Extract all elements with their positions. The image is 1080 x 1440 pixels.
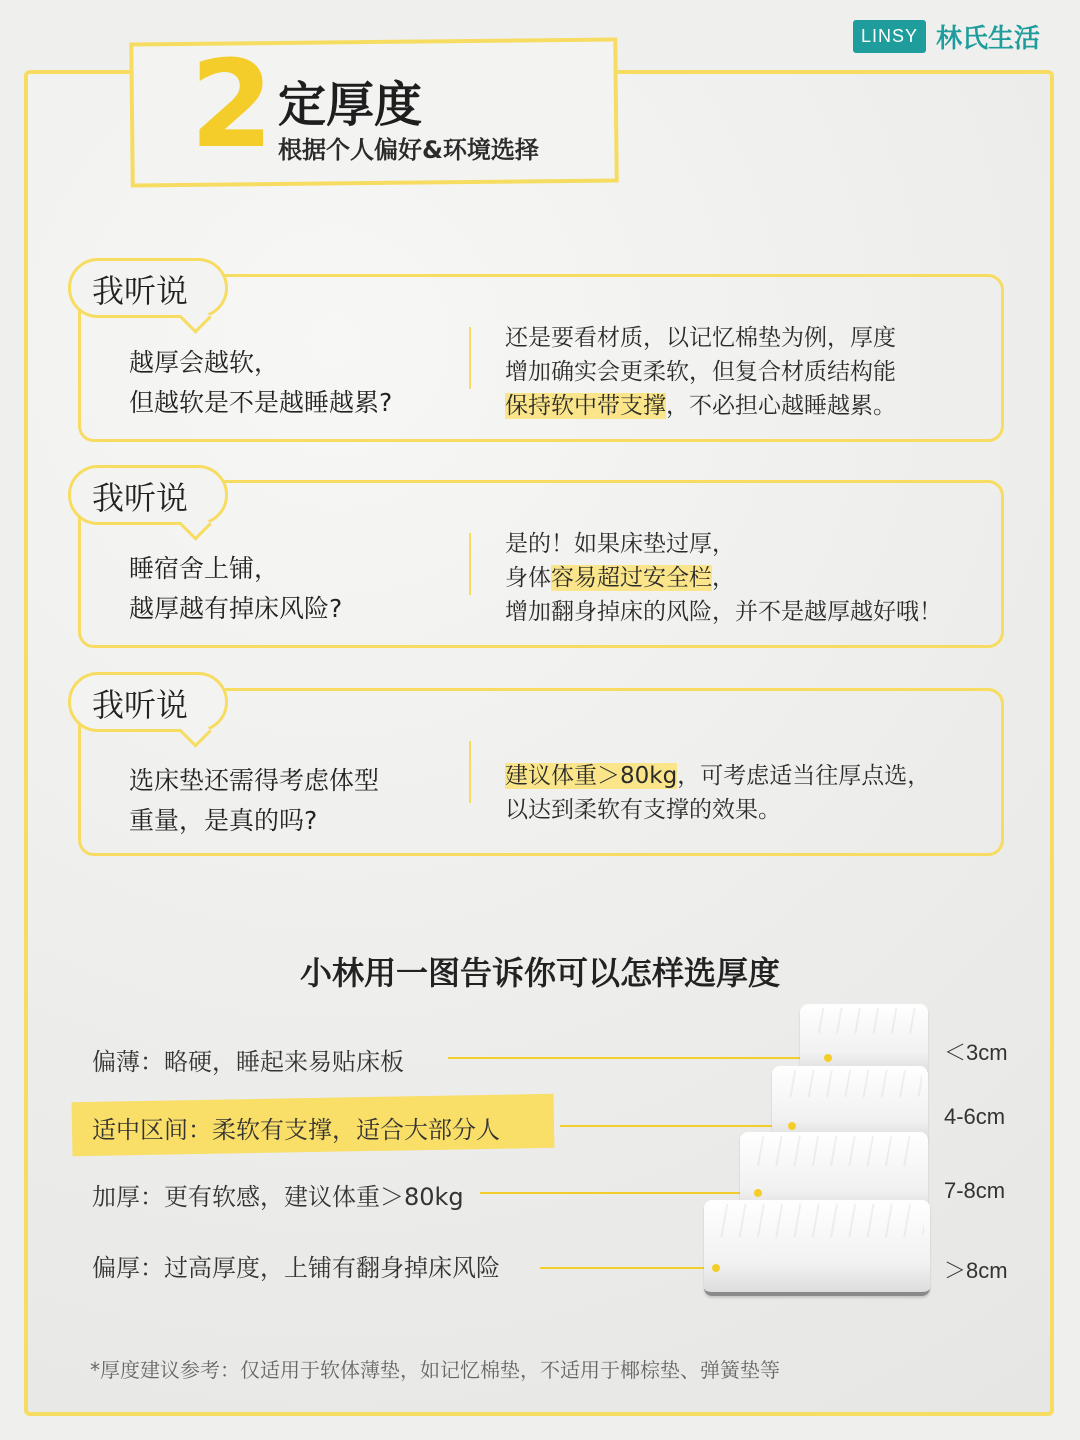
answer-line: 保持软中带支撑，不必担心越睡越累。 [505,393,896,419]
highlight-text: 容易超过安全栏 [551,565,712,591]
tag-label: 我听说 [92,272,189,310]
card-answer [505,321,896,423]
tag-label: 我听说 [92,686,189,724]
answer-line: 是的！如果床垫过厚， [505,531,735,557]
card-answer [505,759,930,827]
level-medium: 适中区间：柔软有支撑，适合大部分人 [92,1116,500,1144]
page-title: 定厚度 [278,77,423,133]
question-line: 越厚会越软， [129,348,280,377]
highlight-text: 建议体重＞80kg [505,763,678,789]
brand [853,18,1040,55]
level-dot [788,1122,796,1130]
card-divider [469,327,471,389]
size-label: ＞8cm [944,1258,1008,1283]
level-extra-thick: 偏厚：过高厚度，上铺有翻身掉床风险 [92,1254,500,1282]
card-question [129,549,342,629]
size-label: ＜3cm [944,1040,1008,1065]
section-number: 2 [190,36,274,175]
question-line: 选床垫还需得考虑体型 [129,766,380,795]
tag-label: 我听说 [92,479,189,517]
footnote: *厚度建议参考：仅适用于软体薄垫，如记忆棉垫，不适用于椰棕垫、弹簧垫等 [90,1358,780,1382]
page-subtitle: 根据个人偏好&环境选择 [278,136,539,164]
size-label: 7-8cm [944,1178,1006,1203]
card-answer [505,527,942,629]
answer-line: 增加翻身掉床的风险，并不是越厚越好哦！ [505,599,942,625]
highlight-text: 保持软中带支撑 [505,393,666,419]
question-line: 越厚越有掉床风险? [129,594,343,623]
level-dot [824,1054,832,1062]
brand-name: 林氏生活 [935,24,1040,54]
size-label: 4-6cm [944,1104,1006,1129]
question-line: 但越软是不是越睡越累? [129,388,393,417]
answer-line: 还是要看材质，以记忆棉垫为例，厚度 [505,325,896,351]
card-divider [469,741,471,803]
mattress-layer-4 [704,1200,930,1296]
answer-line: 以达到柔软有支撑的效果。 [505,797,781,823]
brand-logo: LINSY [853,20,926,53]
level-dot [712,1264,720,1272]
level-thick: 加厚：更有软感，建议体重＞80kg [92,1183,464,1211]
level-dot [754,1189,762,1197]
level-thin: 偏薄：略硬，睡起来易贴床板 [92,1048,404,1076]
card-question [129,761,379,841]
card-divider [469,533,471,595]
answer-line: 增加确实会更柔软，但复合材质结构能 [505,359,896,385]
question-line: 睡宿舍上铺， [129,554,280,583]
card-question [129,343,392,423]
question-line: 重量，是真的吗? [129,806,318,835]
guide-title: 小林用一图告诉你可以怎样选厚度 [299,954,780,992]
answer-line: 建议体重＞80kg，可考虑适当往厚点选， [505,763,931,789]
answer-line: 身体容易超过安全栏， [505,565,735,591]
